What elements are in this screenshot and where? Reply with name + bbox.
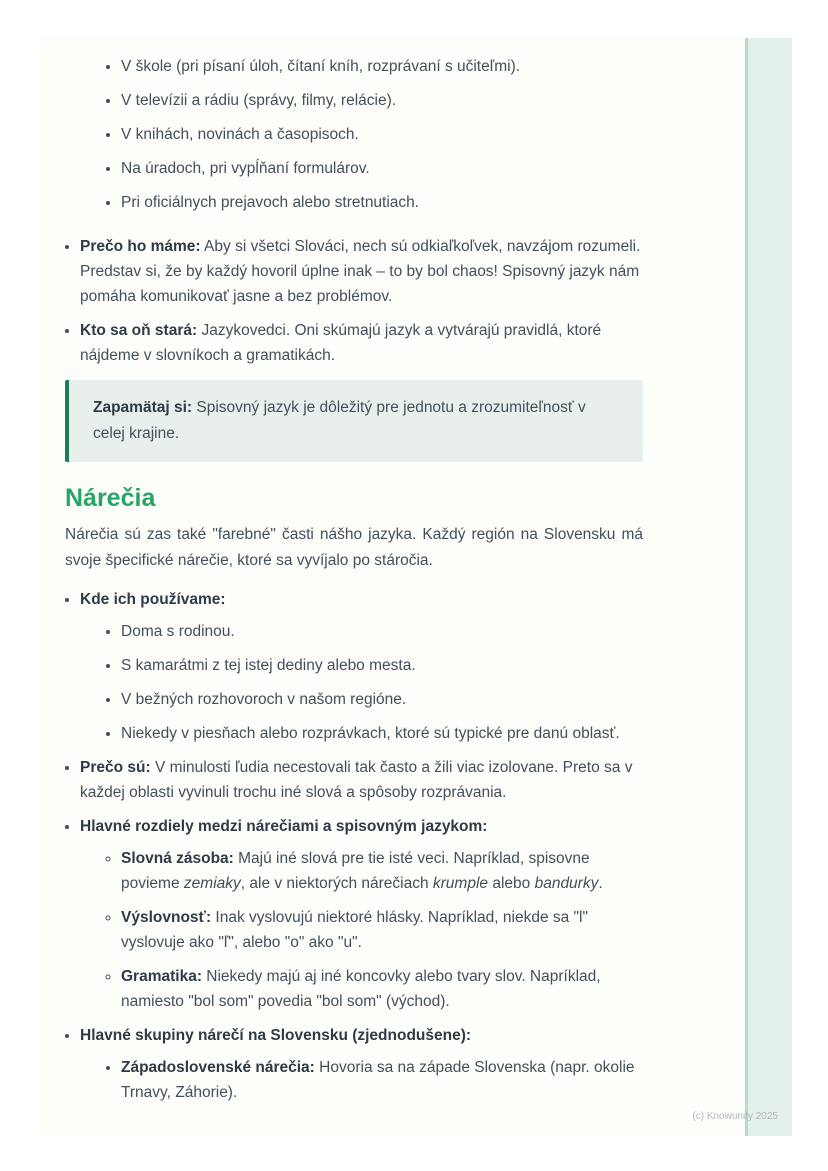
term-text: Hovoria sa na západe Slovenska (napr. okolie Trnavy, Záhorie). <box>121 1059 635 1101</box>
list-item <box>80 587 643 746</box>
term-text: V minulosti ľudia necestovali tak často a žili viac izolovane. Preto sa v každej oblasti vyvinuli trochu iné slová a spôsoby rozprávania. <box>80 759 633 801</box>
italic-term: zemiaky <box>183 875 241 892</box>
list-item <box>121 54 643 79</box>
list-item-text: V televízii a rádiu (správy, filmy, relácie). <box>121 92 397 109</box>
watermark: (c) Knowunity 2025 <box>692 1111 778 1122</box>
list-item-text: V škole (pri písaní úloh, čítaní kníh, rozprávaní s učiteľmi). <box>121 58 521 75</box>
term-lead: Kde ich používame: <box>80 591 226 608</box>
list-item <box>121 964 643 1014</box>
term-lead: Západoslovenské nárečia: <box>121 1059 315 1076</box>
dialects-list <box>65 587 643 1105</box>
list-item-text: Niekedy v piesňach alebo rozprávkach, ktoré sú typické pre danú oblasť. <box>121 725 620 742</box>
term-lead: Prečo ho máme: <box>80 238 201 255</box>
dialects-groups-sublist <box>80 1055 643 1105</box>
list-item <box>121 190 643 215</box>
term-text: Inak vyslovujú niektoré hlásky. Napríklad, niekde sa "l" vyslovuje ako "ľ", alebo "o" ako "u". <box>121 909 588 951</box>
term-text: Jazykovedci. Oni skúmajú jazyk a vytvárajú pravidlá, ktoré nájdeme v slovníkoch a gramatikách. <box>80 322 602 364</box>
list-item <box>80 234 643 309</box>
list-item <box>80 1023 643 1105</box>
text-run: Majú iné slová pre tie isté veci. Napríklad, spisovne povieme <box>121 850 590 892</box>
dialects-where-sublist <box>80 619 643 746</box>
list-item <box>121 846 643 896</box>
term-lead: Kto sa oň stará: <box>80 322 198 339</box>
term-lead: Hlavné skupiny nárečí na Slovensku (zjednodušene): <box>80 1027 472 1044</box>
section-heading-narecia: Nárečia <box>65 484 156 512</box>
term-text: Aby si všetci Slováci, nech sú odkiaľkoľvek, navzájom rozumeli. Predstav si, že by každý hovoril úplne inak – to by bol chaos! Spisovný jazyk nám pomáha komunikovať jasne a bez problémov. <box>80 238 641 305</box>
page-accent-bar <box>745 38 792 1136</box>
list-item-text: Na úradoch, pri vypĺňaní formulárov. <box>121 160 370 177</box>
list-item <box>121 653 643 678</box>
term-lead: Hlavné rozdiely medzi nárečiami a spisovným jazykom: <box>80 818 488 835</box>
list-item <box>121 122 643 147</box>
list-item <box>121 721 643 746</box>
list-item <box>121 687 643 712</box>
list-item <box>80 755 643 805</box>
text-run: . <box>598 875 603 892</box>
section-intro: Nárečia sú zas také "farebné" časti nášho jazyka. Každý región na Slovensku má svoje špecifické nárečie, ktoré sa vyvíjalo po stáročia. <box>65 526 643 569</box>
dialects-differences-sublist <box>80 846 643 1014</box>
italic-term: krumple <box>432 875 489 892</box>
term-lead: Výslovnosť: <box>121 909 212 926</box>
list-item <box>121 156 643 181</box>
text-run: alebo <box>488 875 535 892</box>
standard-language-list <box>65 234 643 368</box>
list-item-text: Pri oficiálnych prejavoch alebo stretnutiach. <box>121 194 420 211</box>
callout-lead: Zapamätaj si: <box>93 399 193 416</box>
term-lead: Slovná zásoba: <box>121 850 234 867</box>
list-item <box>80 318 643 368</box>
callout-text: Spisovný jazyk je dôležitý pre jednotu a zrozumiteľnosť v celej krajine. <box>93 399 586 442</box>
list-item <box>121 1055 643 1105</box>
callout-box <box>65 380 643 462</box>
usage-context-list <box>65 54 643 215</box>
list-item <box>80 814 643 1014</box>
text-run: , ale v niektorých nárečiach <box>240 875 433 892</box>
page-content <box>65 54 643 1105</box>
list-item <box>121 619 643 644</box>
list-item-text: S kamarátmi z tej istej dediny alebo mesta. <box>121 657 416 674</box>
list-item <box>121 905 643 955</box>
term-lead: Gramatika: <box>121 968 202 985</box>
document-page <box>40 38 792 1136</box>
list-item-text: V knihách, novinách a časopisoch. <box>121 126 359 143</box>
list-item-text: Doma s rodinou. <box>121 623 235 640</box>
term-text: Niekedy majú aj iné koncovky alebo tvary slov. Napríklad, namiesto "bol som" povedia "bol som" (východ). <box>121 968 601 1010</box>
italic-term: bandurky <box>534 875 599 892</box>
term-lead: Prečo sú: <box>80 759 151 776</box>
list-item <box>121 88 643 113</box>
list-item-text: V bežných rozhovoroch v našom regióne. <box>121 691 407 708</box>
